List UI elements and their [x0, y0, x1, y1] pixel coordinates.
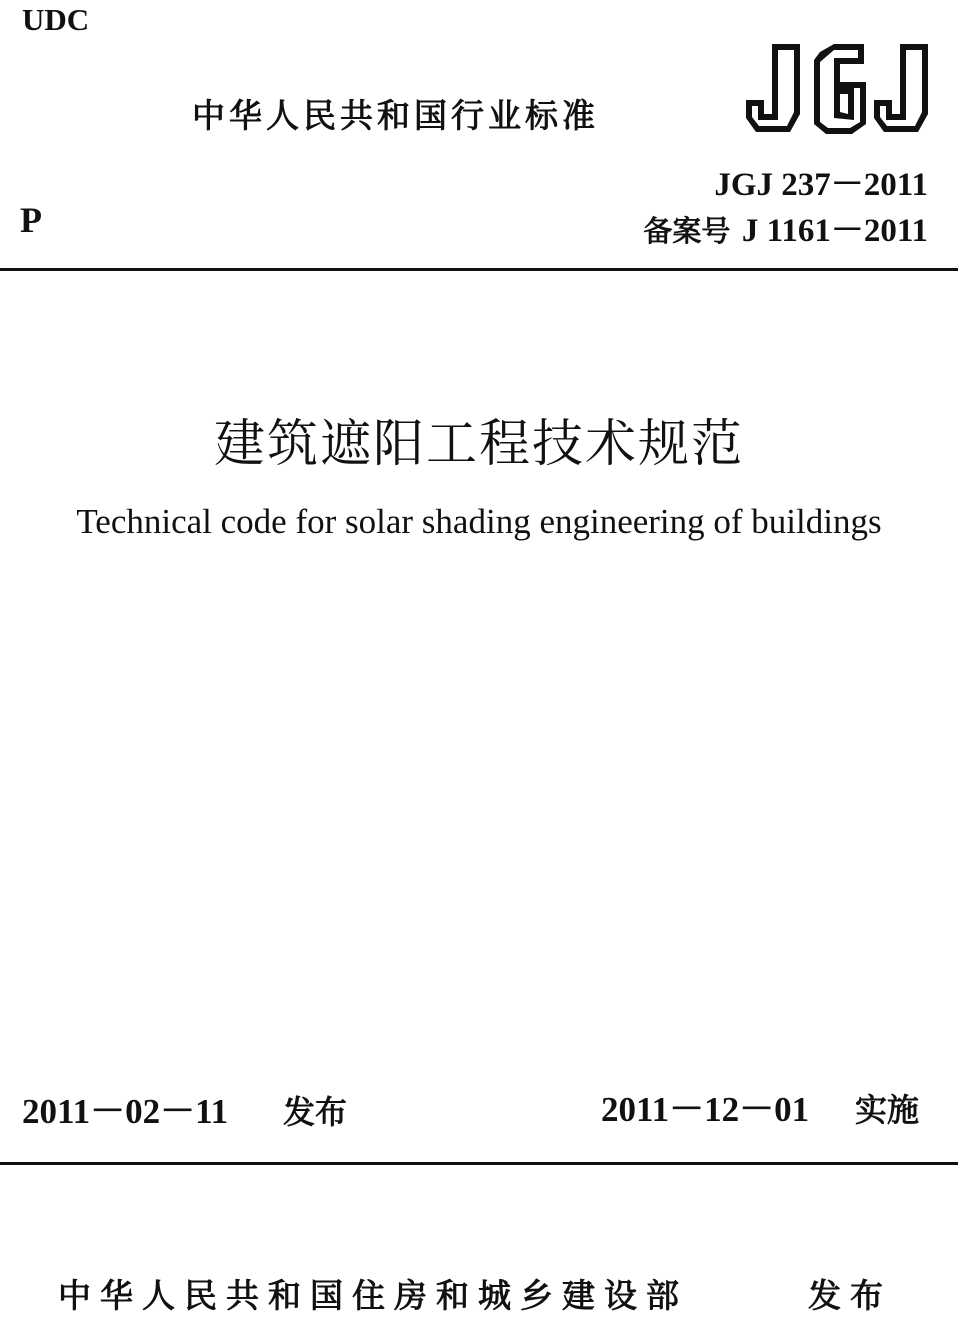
record-label: 备案号 — [643, 214, 731, 248]
issue-label: 发布 — [283, 1093, 348, 1131]
top-divider — [0, 268, 958, 271]
category-letter: P — [20, 200, 42, 240]
udc-label: UDC — [22, 2, 90, 37]
title-english: Technical code for solar shading engineering of buildings — [76, 502, 882, 541]
title-chinese: 建筑遮阳工程技术规范 — [213, 415, 744, 474]
publisher-name: 中华人民共和国住房和城乡建设部 — [58, 1276, 688, 1315]
publish-label: 发布 — [808, 1276, 892, 1315]
implement-label: 实施 — [855, 1091, 920, 1129]
bottom-divider — [0, 1162, 958, 1165]
record-number-row — [643, 210, 928, 251]
record-number: J 1161－2011 — [741, 213, 928, 249]
jgj-logo-graphic — [742, 42, 932, 138]
standard-number: JGJ 237－2011 — [714, 167, 928, 203]
issue-date: 2011－02－11 — [22, 1092, 229, 1131]
jgj-logo — [742, 42, 932, 138]
industry-standard-heading: 中华人民共和国行业标准 — [192, 96, 599, 135]
implement-date: 2011－12－01 — [601, 1090, 810, 1129]
